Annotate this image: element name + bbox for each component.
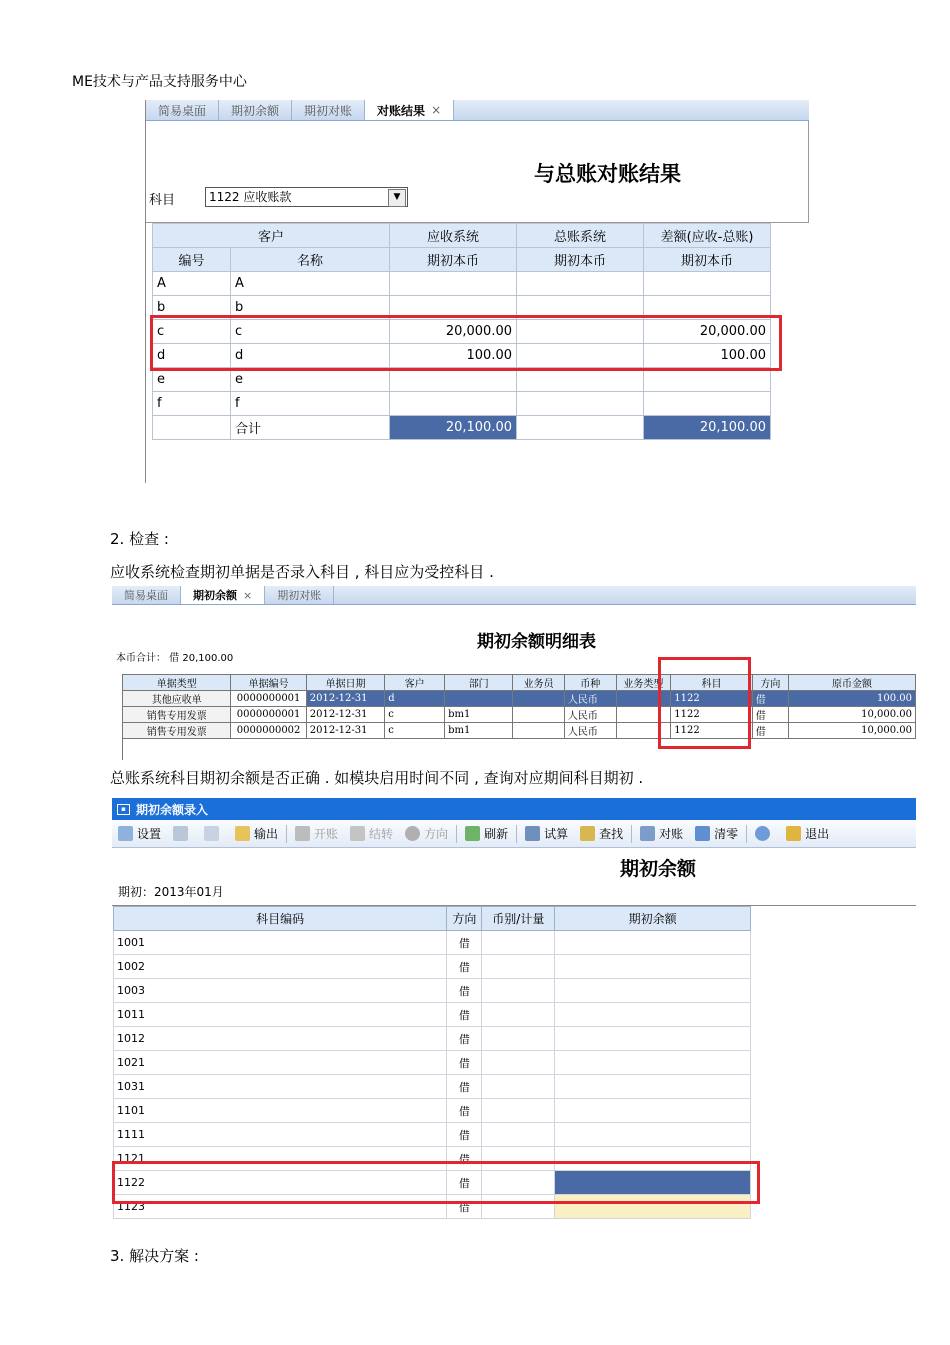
col-ar-opening: 期初本币 — [390, 248, 517, 272]
print-button[interactable] — [167, 826, 198, 841]
carry-forward-icon — [350, 826, 365, 841]
highlight-box — [112, 1161, 760, 1204]
col-business-type: 业务类型 — [616, 675, 671, 691]
page-title: 期初余额明细表 — [477, 632, 596, 652]
col-ar-system: 应收系统 — [390, 224, 517, 248]
window-title-bar — [112, 798, 916, 820]
table-row[interactable]: 1101 借 — [114, 1099, 751, 1123]
tab-bar — [112, 586, 916, 605]
table-row[interactable]: 1123 借 — [114, 1195, 751, 1219]
table-row[interactable]: 销售专用发票 0000000001 2012-12-31 c bm1 人民币 1122 借 10,000.00 — [123, 707, 916, 723]
refresh-icon — [465, 826, 480, 841]
divider — [122, 727, 123, 760]
filter-panel — [146, 121, 809, 223]
table-row[interactable]: 1031 借 — [114, 1075, 751, 1099]
col-doc-no: 单据编号 — [231, 675, 306, 691]
subject-label: 科目 — [149, 193, 176, 208]
col-difference: 差额(应收-总账) — [644, 224, 771, 248]
reconcile-icon — [640, 826, 655, 841]
col-subject: 科目 — [671, 675, 753, 691]
opening-detail-screenshot — [112, 586, 916, 760]
highlight-box — [150, 315, 782, 371]
reconcile-result-screenshot — [145, 100, 809, 483]
col-doc-date: 单据日期 — [306, 675, 384, 691]
col-amount: 原币金额 — [788, 675, 915, 691]
help-icon — [755, 826, 770, 841]
tab-reconcile-result[interactable]: 对账结果 × — [365, 100, 454, 120]
table-row[interactable]: d d 100.00 100.00 — [153, 344, 771, 368]
col-currency: 币种 — [564, 675, 616, 691]
table-row[interactable]: 1011 借 — [114, 1003, 751, 1027]
table-row[interactable]: 1021 借 — [114, 1051, 751, 1075]
table-row[interactable]: A A — [153, 272, 771, 296]
reconcile-button[interactable]: 对账 — [634, 825, 689, 842]
export-icon — [235, 826, 250, 841]
open-account-icon — [295, 826, 310, 841]
tab-opening-reconcile[interactable]: 期初对账 — [292, 100, 365, 120]
preview-button[interactable] — [198, 826, 229, 841]
period-label: 期初：2013年01月 — [118, 885, 224, 899]
table-row[interactable]: 1001 借 — [114, 931, 751, 955]
find-icon — [580, 826, 595, 841]
col-diff-opening: 期初本币 — [644, 248, 771, 272]
help-button[interactable] — [749, 826, 780, 841]
col-customer: 客户 — [385, 675, 445, 691]
close-icon[interactable]: × — [431, 103, 442, 117]
page-title: 与总账对账结果 — [534, 162, 681, 186]
settings-icon — [118, 826, 133, 841]
subject-select[interactable] — [205, 187, 408, 207]
col-salesperson: 业务员 — [513, 675, 565, 691]
step2-line2: 总账系统科目期初余额是否正确 . 如模块启用时间不同 , 查询对应期间科目期初 . — [110, 769, 644, 787]
exit-icon — [786, 826, 801, 841]
col-gl-opening: 期初本币 — [517, 248, 644, 272]
step3-heading: 3. 解决方案 : — [110, 1247, 199, 1265]
highlight-box — [658, 657, 751, 749]
step2-line1: 应收系统检查期初单据是否录入科目 , 科目应为受控科目 . — [110, 563, 494, 581]
col-doc-type: 单据类型 — [123, 675, 231, 691]
clear-icon — [695, 826, 710, 841]
currency-total: 本币合计： 借 20,100.00 — [116, 653, 234, 664]
table-row[interactable]: b b — [153, 296, 771, 320]
refresh-button[interactable]: 刷新 — [459, 825, 514, 842]
col-direction: 方向 — [752, 675, 788, 691]
page-title: 期初余额 — [620, 858, 697, 880]
col-currency-unit: 币别/计量 — [482, 907, 555, 931]
col-department: 部门 — [445, 675, 513, 691]
tab-opening-balance[interactable]: 期初余额 × — [181, 586, 265, 604]
col-direction: 方向 — [447, 907, 482, 931]
table-row[interactable]: e e — [153, 368, 771, 392]
tab-desktop[interactable]: 简易桌面 — [112, 586, 181, 604]
table-row[interactable]: 1122 借 — [114, 1171, 751, 1195]
col-subject-code: 科目编码 — [114, 907, 447, 931]
exit-button[interactable]: 退出 — [780, 825, 835, 842]
direction-button[interactable]: 方向 — [399, 825, 454, 842]
carry-forward-button[interactable]: 结转 — [344, 825, 399, 842]
table-row[interactable]: f f — [153, 392, 771, 416]
table-row[interactable]: 1111 借 — [114, 1123, 751, 1147]
col-customer: 客户 — [153, 224, 390, 248]
tab-bar — [146, 100, 809, 121]
subject-value: 1122 应收账款 — [209, 190, 292, 204]
settings-button[interactable]: 设置 — [112, 825, 167, 842]
find-button[interactable]: 查找 — [574, 825, 629, 842]
col-code: 编号 — [153, 248, 231, 272]
table-row[interactable]: c c 20,000.00 20,000.00 — [153, 320, 771, 344]
table-row[interactable]: 1003 借 — [114, 979, 751, 1003]
direction-icon — [405, 826, 420, 841]
window-title: 期初余额录入 — [136, 802, 209, 817]
tab-opening-reconcile[interactable]: 期初对账 — [265, 586, 334, 604]
balance-scale-icon — [525, 826, 540, 841]
table-row[interactable]: 其他应收单 0000000001 2012-12-31 d 人民币 1122 借 100.00 — [123, 691, 916, 707]
tab-desktop[interactable]: 简易桌面 — [146, 100, 219, 120]
clear-button[interactable]: 清零 — [689, 825, 744, 842]
trial-balance-button[interactable]: 试算 — [519, 825, 574, 842]
chevron-down-icon[interactable]: ▼ — [388, 189, 406, 207]
table-row[interactable]: 1121 借 — [114, 1147, 751, 1171]
col-gl-system: 总账系统 — [517, 224, 644, 248]
col-opening-balance: 期初余额 — [555, 907, 751, 931]
open-account-button[interactable]: 开账 — [289, 825, 344, 842]
preview-icon — [204, 826, 219, 841]
table-row[interactable]: 1012 借 — [114, 1027, 751, 1051]
total-row[interactable]: 合计 20,100.00 20,100.00 — [153, 416, 771, 440]
col-name: 名称 — [231, 248, 390, 272]
tab-opening-balance[interactable]: 期初余额 — [219, 100, 292, 120]
close-icon[interactable]: × — [243, 588, 253, 602]
window-icon: ▪ — [117, 804, 130, 815]
export-button[interactable]: 输出 — [229, 825, 284, 842]
table-row[interactable]: 1002 借 — [114, 955, 751, 979]
print-icon — [173, 826, 188, 841]
page-header: ME技术与产品支持服务中心 — [72, 74, 247, 90]
step2-heading: 2. 检查 : — [110, 530, 169, 548]
toolbar — [112, 820, 916, 848]
opening-detail-table — [122, 674, 916, 739]
table-row[interactable]: 销售专用发票 0000000002 2012-12-31 c bm1 人民币 1122 借 10,000.00 — [123, 723, 916, 739]
